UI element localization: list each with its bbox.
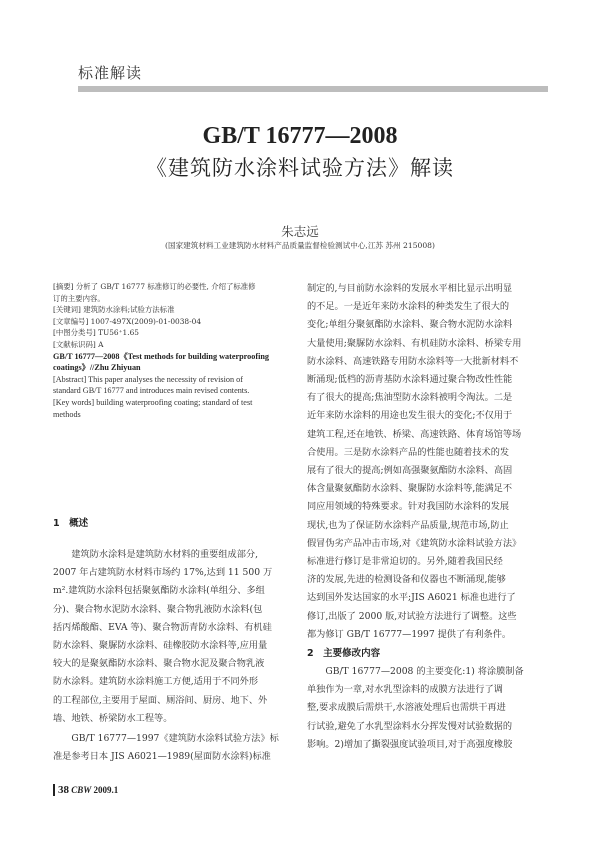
page-footer bbox=[53, 784, 118, 796]
body-line: 的不足。一是近年来防水涂料的种类发生了很大的 bbox=[307, 301, 510, 313]
body-line: 有了很大的提高;焦油型防水涂料被明令淘汰。二是 bbox=[307, 392, 513, 404]
body-line: 济的发展,先进的检测设备和仪器也不断涌现,能够 bbox=[307, 574, 506, 586]
english-title-line: coatings》//Zhu Zhiyuan bbox=[53, 363, 141, 373]
body-line: 建筑工程,还在地铁、桥梁、高速铁路、体育场馆等场 bbox=[307, 428, 522, 440]
body-line: 整,要求成膜后需烘干,水溶液处理后也需烘干再进 bbox=[307, 702, 506, 714]
body-line: 的工程部位,主要用于屋面、厕浴间、厨房、地下、外 bbox=[53, 694, 268, 706]
document-code-line: [文献标识码] A bbox=[53, 339, 104, 349]
body-line: 较大的是聚氨酯防水涂料、聚合物水泥及聚合物乳液 bbox=[53, 658, 265, 670]
english-keywords-line: methods bbox=[53, 409, 81, 419]
body-line: 大量使用;聚脲防水涂料、有机硅防水涂料、桥梁专用 bbox=[307, 337, 522, 349]
body-line: GB/T 16777—1997《建筑防水涂料试验方法》标 bbox=[53, 733, 279, 744]
body-line: 建筑防水涂料是建筑防水材料的重要组成部分, bbox=[53, 549, 259, 560]
body-column-right bbox=[307, 280, 551, 644]
classification-line: [中图分类号] TU56⁺1.65 bbox=[53, 328, 139, 338]
abstract-block bbox=[53, 281, 297, 420]
body-line: 防水涂料、高速铁路专用防水涂料等一大批新材料不 bbox=[307, 355, 519, 367]
body-line: 防水涂料。建筑防水涂料施工方便,适用于不同外形 bbox=[53, 676, 259, 688]
body-line: 同应用领域的特殊要求。针对我国防水涂料的发展 bbox=[307, 501, 510, 513]
body-line: 修订,出版了 2000 版,对试验方法进行了调整。这些 bbox=[307, 610, 517, 622]
header-rule bbox=[78, 86, 548, 92]
body-line: 2007 年占建筑防水材料市场约 17%,达到 11 500 万 bbox=[53, 567, 273, 579]
body-line: 墙、地铁、桥梁防水工程等。 bbox=[53, 712, 173, 724]
body-line: 变化;单组分聚氨酯防水涂料、聚合物水泥防水涂料 bbox=[307, 319, 513, 331]
page-number: 38 bbox=[53, 784, 69, 796]
body-line: 准是参考日本 JIS A6021—1989(屋面防水涂料)标准 bbox=[53, 751, 271, 763]
body-column-right-2 bbox=[307, 663, 551, 754]
author-name: 朱志远 bbox=[281, 224, 319, 239]
body-line: 分)、聚合物水泥防水涂料、聚合物乳液防水涂料(包 bbox=[53, 603, 263, 615]
english-keywords-line: [Key words] building waterproofing coating; standard of test bbox=[53, 397, 253, 407]
issue-year: 2009.1 bbox=[93, 785, 119, 795]
abstract-line: [摘要] 分析了 GB/T 16777 标准修订的必要性, 介绍了标准修 bbox=[53, 282, 256, 291]
body-line: 合使用。三是防水涂料产品的性能也随着技术的发 bbox=[307, 446, 510, 458]
body-line: 防水涂料、聚脲防水涂料、硅橡胶防水涂料等,应用量 bbox=[53, 640, 268, 652]
journal-name: CBW bbox=[71, 785, 92, 795]
abstract-line: 订的主要内容。 bbox=[53, 293, 105, 303]
body-line: 假冒伪劣产品冲击市场,对《建筑防水涂料试验方法》 bbox=[307, 537, 522, 549]
body-line: 影响。2)增加了撕裂强度试验项目,对于高强度橡胶 bbox=[307, 738, 513, 750]
body-line: 都为修订 GB/T 16777—1997 提供了有利条件。 bbox=[307, 628, 512, 640]
keywords-line: [关键词] 建筑防水涂料;试验方法标准 bbox=[53, 305, 175, 315]
body-line: GB/T 16777—2008 的主要变化:1) 将涂膜制备 bbox=[307, 666, 524, 677]
section-header: 标准解读 bbox=[78, 64, 143, 82]
body-line: 单独作为一章,对水乳型涂料的成膜方法进行了调 bbox=[307, 684, 503, 696]
english-title-line: GB/T 16777—2008《Test methods for building waterproofing bbox=[53, 351, 270, 361]
article-number-line: [文章编号] 1007-497X(2009)-01-0038-04 bbox=[53, 316, 202, 326]
section-heading-overview: 1 概述 bbox=[53, 518, 89, 529]
body-line: 展有了很大的提高;例如高强聚氨酯防水涂料、高固 bbox=[307, 465, 513, 477]
body-line: 达到国外发达国家的水平;JIS A6021 标准也进行了 bbox=[307, 592, 516, 604]
body-line: 标准进行修订是非常迫切的。另外,随着我国民经 bbox=[307, 556, 503, 568]
english-abstract-line: [Abstract] This paper analyses the necessity of revision of bbox=[53, 374, 243, 384]
body-line: 体含量聚氨酯防水涂料、聚脲防水涂料等,能满足不 bbox=[307, 483, 513, 495]
body-line: 括丙烯酸酯、EVA 等)、聚合物沥青防水涂料、有机硅 bbox=[53, 621, 272, 633]
english-abstract-line: standard GB/T 16777 and introduces main revised contents. bbox=[53, 386, 250, 396]
body-line: 行试验,避免了水乳型涂料水分挥发慢对试验数据的 bbox=[307, 720, 513, 732]
title-standard-code: GB/T 16777—2008 bbox=[202, 123, 398, 149]
body-line: 断涌现;低档的沥青基防水涂料通过聚合物改性性能 bbox=[307, 374, 513, 386]
author-affiliation: (国家建筑材料工业建筑防水材料产品质量监督检验测试中心,江苏 苏州 215008) bbox=[165, 241, 435, 250]
body-column-left bbox=[53, 546, 297, 728]
body-line: 现状,也为了保证防水涂料产品质量,规范市场,防止 bbox=[307, 519, 509, 531]
section-heading-main-changes: 2 主要修改内容 bbox=[307, 648, 381, 659]
body-column-left-2 bbox=[53, 730, 297, 766]
body-line: 近年来防水涂料的用途也发生很大的变化;不仅用于 bbox=[307, 410, 513, 422]
body-line: 制定的,与目前防水涂料的发展水平相比显示出明显 bbox=[307, 283, 513, 294]
page-title: 《建筑防水涂料试验方法》解读 bbox=[146, 156, 454, 180]
body-line: m².建筑防水涂料包括聚氨酯防水涂料(单组分、多组 bbox=[53, 585, 265, 597]
